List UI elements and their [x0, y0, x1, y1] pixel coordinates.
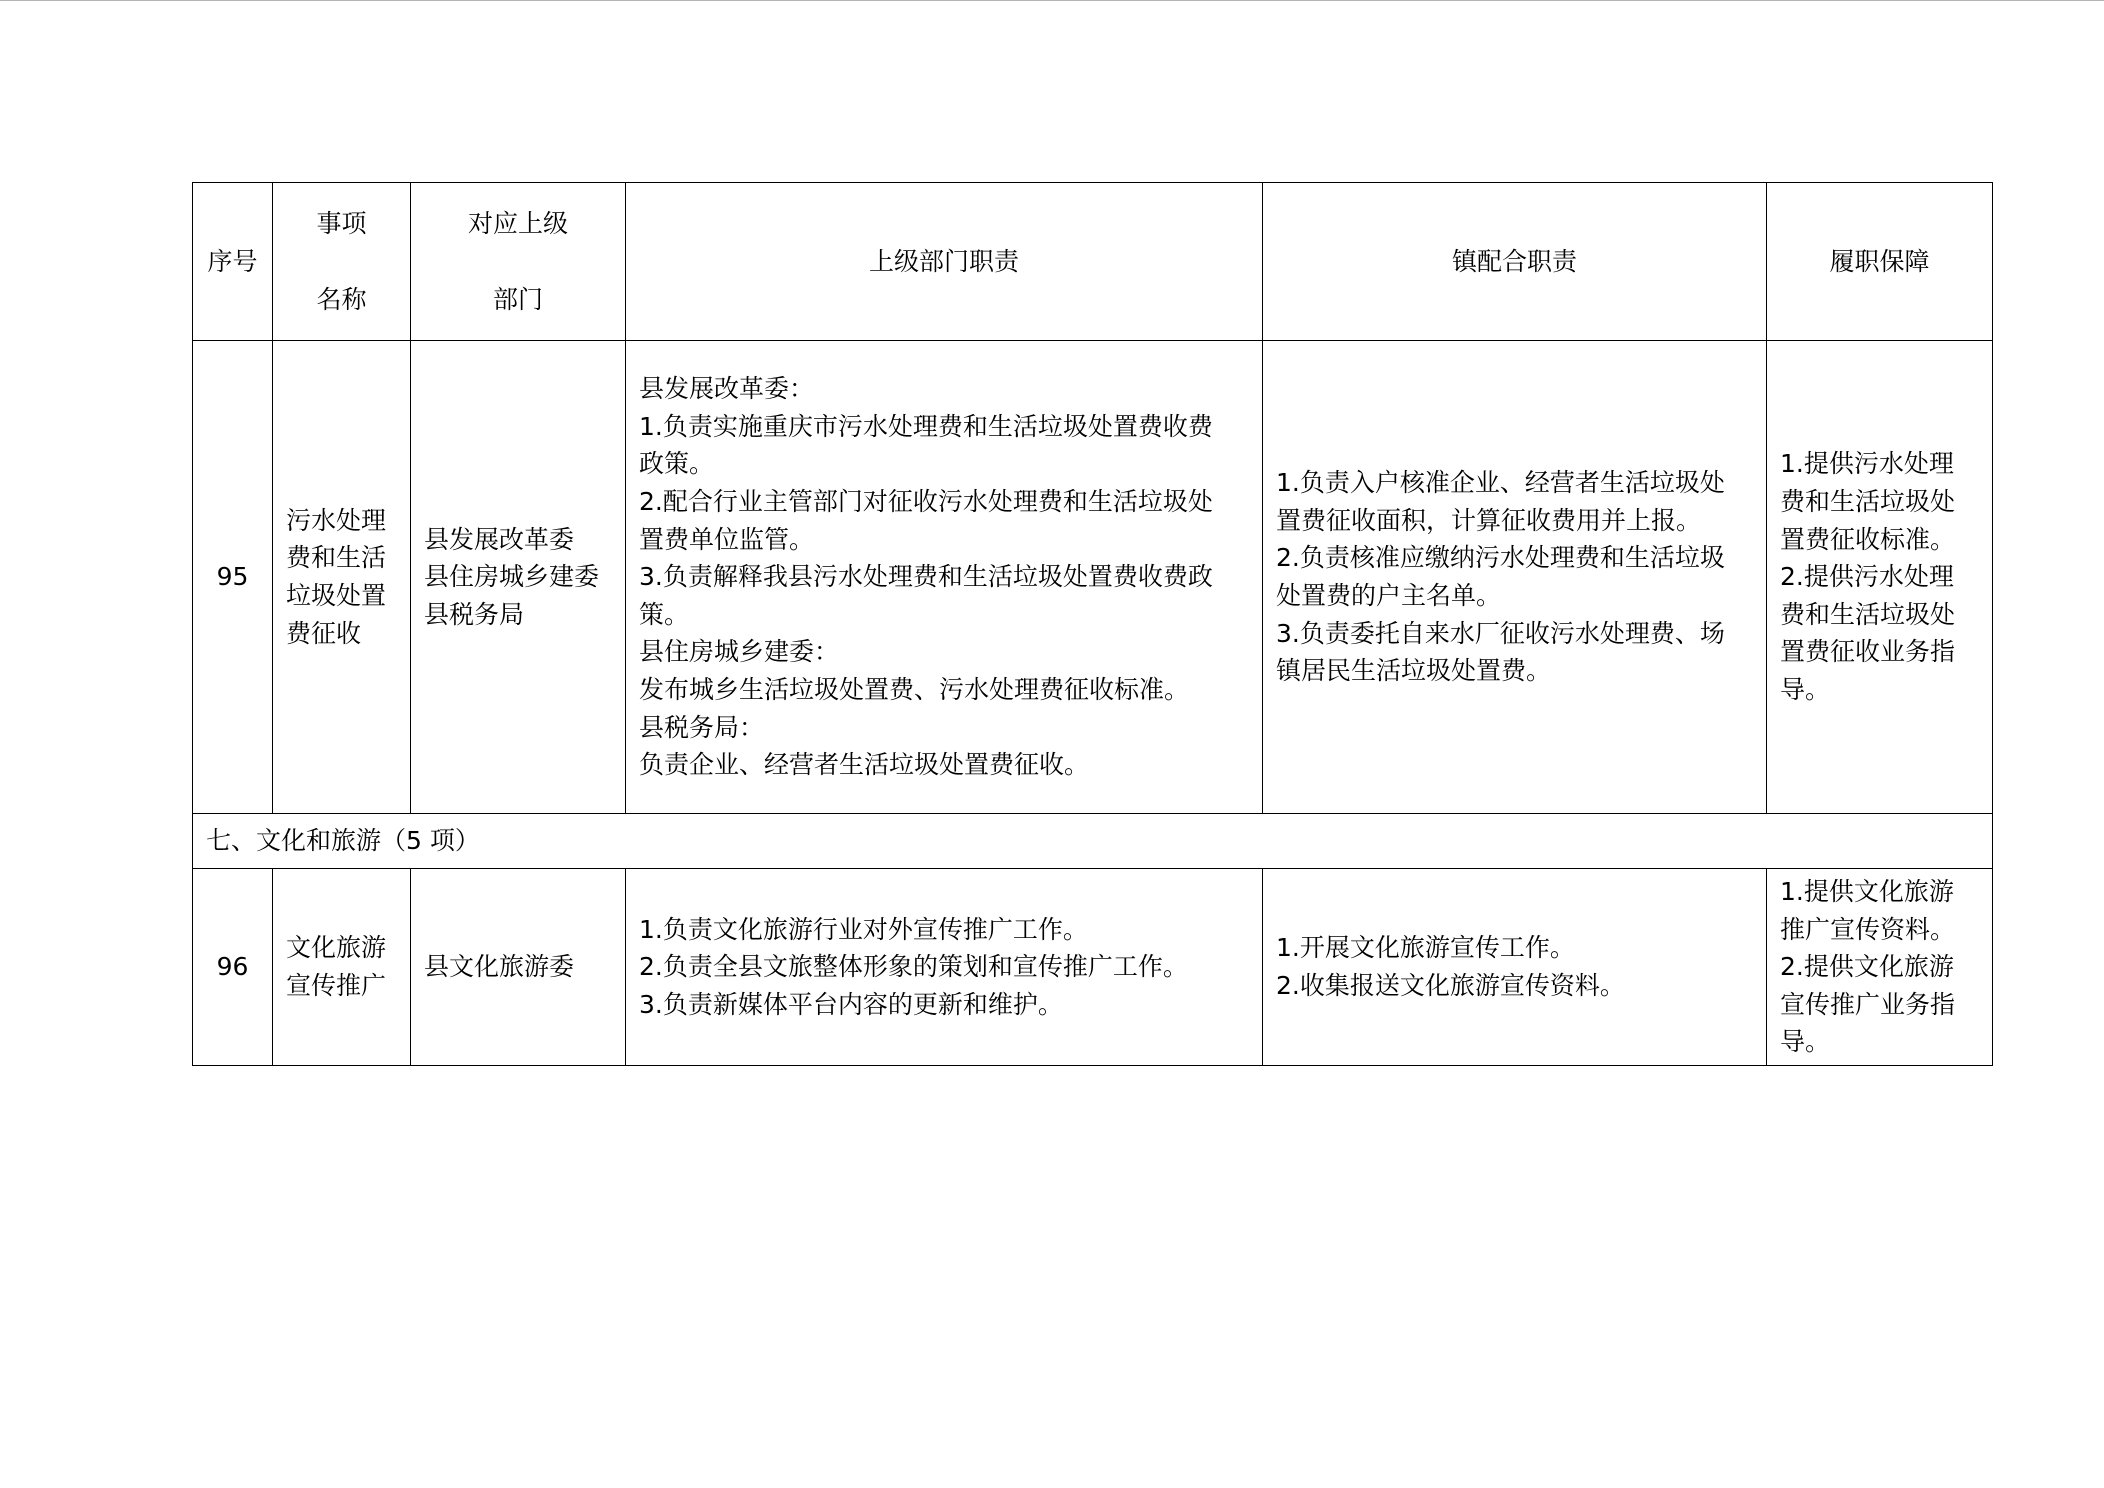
header-guarantee: 履职保障 [1767, 183, 1993, 341]
duty-line: 3.负责解释我县污水处理费和生活垃圾处置费收费政 [639, 562, 1213, 592]
header-seq: 序号 [193, 183, 273, 341]
duty-line: 县住房城乡建委： [639, 637, 840, 667]
table-row [193, 341, 1993, 814]
section-row [193, 814, 1993, 869]
header-superior-dept [411, 183, 626, 341]
item-name-line: 宣传推广 [286, 971, 387, 1000]
guarantee-line: 导。 [1780, 674, 1831, 704]
header-item-name-line-2: 名称 [316, 284, 367, 314]
duties-table [192, 182, 1993, 1066]
guarantee-line: 2.提供污水处理 [1780, 562, 1954, 592]
guarantee-line: 2.提供文化旅游 [1780, 952, 1954, 982]
table-row [193, 869, 1993, 1066]
row-seq: 95 [193, 341, 273, 814]
header-superior-dept-line-1: 对应上级 [467, 208, 568, 238]
town-duty-line: 2.负责核准应缴纳污水处理费和生活垃圾 [1276, 543, 1725, 573]
section-title: 七、文化和旅游（5 项） [193, 814, 1993, 869]
town-duty-line: 置费征收面积，计算征收费用并上报。 [1276, 505, 1702, 535]
duty-line: 负责企业、经营者生活垃圾处置费征收。 [639, 750, 1090, 780]
town-duty-line: 镇居民生活垃圾处置费。 [1276, 656, 1552, 686]
guarantee-line: 导。 [1780, 1027, 1831, 1057]
table-header-row [193, 183, 1993, 341]
town-duty-line: 3.负责委托自来水厂征收污水处理费、场 [1276, 618, 1725, 648]
guarantee-line: 费和生活垃圾处 [1780, 599, 1956, 629]
row-item-name [273, 869, 411, 1066]
duty-line: 县税务局： [639, 712, 765, 742]
row-town-duty [1263, 869, 1767, 1066]
item-name-line: 文化旅游 [286, 933, 387, 963]
town-duty-line: 处置费的户主名单。 [1276, 581, 1502, 610]
town-duty-line: 1.开展文化旅游宣传工作。 [1276, 933, 1575, 963]
row-guarantee [1767, 869, 1993, 1066]
duty-line: 3.负责新媒体平台内容的更新和维护。 [639, 989, 1063, 1019]
duty-line: 2.负责全县文旅整体形象的策划和宣传推广工作。 [639, 952, 1188, 982]
duty-line: 政策。 [639, 449, 715, 479]
guarantee-line: 费和生活垃圾处 [1780, 487, 1956, 517]
header-item-name-line-1: 事项 [316, 208, 367, 238]
row-town-duty [1263, 341, 1767, 814]
row-superior-duty [626, 341, 1263, 814]
item-name-line: 垃圾处置 [286, 581, 387, 610]
header-superior-duty: 上级部门职责 [626, 183, 1263, 341]
guarantee-line: 1.提供文化旅游 [1780, 877, 1954, 907]
duty-line: 2.配合行业主管部门对征收污水处理费和生活垃圾处 [639, 487, 1213, 517]
town-duty-line: 2.收集报送文化旅游宣传资料。 [1276, 971, 1625, 1000]
guarantee-line: 推广宣传资料。 [1780, 914, 1956, 944]
duty-line: 1.负责文化旅游行业对外宣传推广工作。 [639, 914, 1088, 944]
row-superior-dept [411, 869, 626, 1066]
duty-line: 发布城乡生活垃圾处置费、污水处理费征收标准。 [639, 674, 1190, 704]
row-superior-dept [411, 341, 626, 814]
row-item-name [273, 341, 411, 814]
header-superior-dept-line-2: 部门 [492, 284, 543, 314]
row-seq: 96 [193, 869, 273, 1066]
duty-line: 置费单位监管。 [639, 524, 815, 554]
row-guarantee [1767, 341, 1993, 814]
dept-line: 县文化旅游委 [424, 952, 575, 982]
header-item-name [273, 183, 411, 341]
duty-line: 策。 [639, 599, 690, 629]
guarantee-line: 宣传推广业务指 [1780, 989, 1956, 1019]
dept-line: 县发展改革委 [424, 524, 575, 554]
guarantee-line: 1.提供污水处理 [1780, 449, 1954, 479]
dept-line: 县住房城乡建委 [424, 562, 600, 592]
guarantee-line: 置费征收标准。 [1780, 524, 1956, 554]
item-name-line: 费征收 [286, 618, 362, 648]
dept-line: 县税务局 [424, 599, 525, 629]
guarantee-line: 置费征收业务指 [1780, 637, 1956, 667]
duty-line: 1.负责实施重庆市污水处理费和生活垃圾处置费收费 [639, 411, 1213, 441]
item-name-line: 污水处理 [286, 505, 387, 535]
town-duty-line: 1.负责入户核准企业、经营者生活垃圾处 [1276, 468, 1725, 498]
item-name-line: 费和生活 [286, 543, 387, 573]
header-town-duty: 镇配合职责 [1263, 183, 1767, 341]
duty-line: 县发展改革委： [639, 374, 815, 404]
row-superior-duty [626, 869, 1263, 1066]
